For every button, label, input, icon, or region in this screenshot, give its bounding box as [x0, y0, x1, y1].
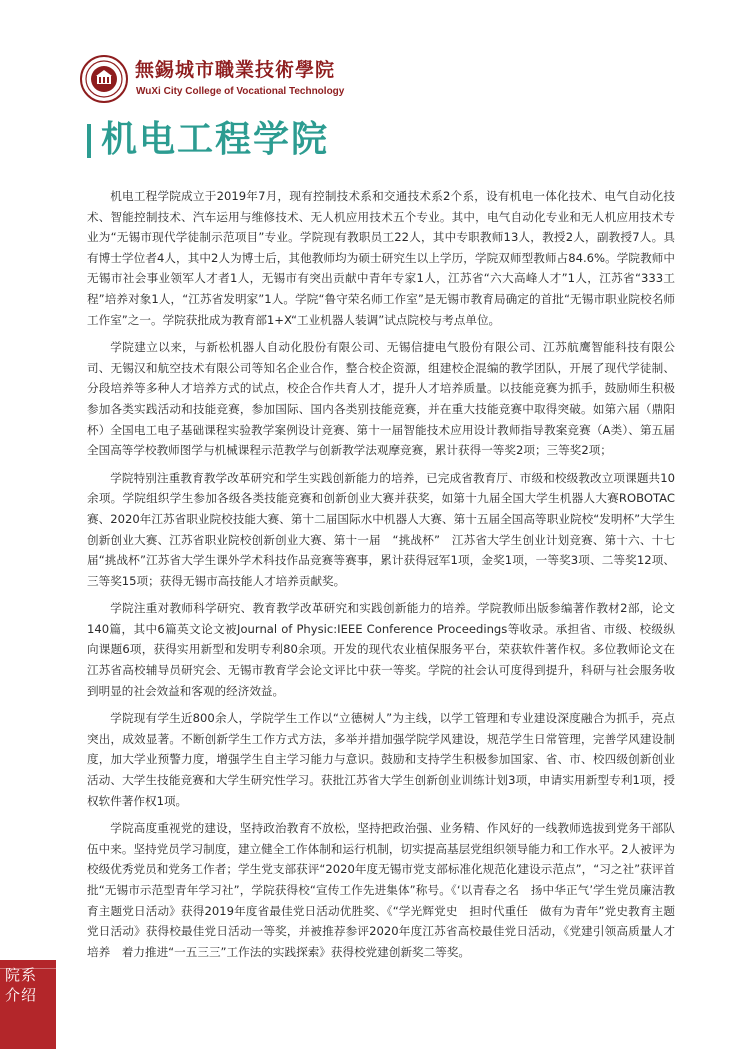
school-name-cn: 無錫城市職業技術學院 [135, 59, 336, 81]
section-tab [0, 960, 56, 1049]
title-accent-bar [87, 124, 91, 158]
page-title: 机电工程学院 [101, 119, 330, 160]
paragraph-student-work: 学院现有学生近800余人，学院学生工作以“立德树人”为主线，以学工管理和专业建设深度融合为抓手，亮点突出，成效显著。不断创新学生工作方式方法，多举并措加强学院学风建设，规范学生日常管理，完善学风建设制度，加大学业预警力度，增强学生自主学习能力与意识。鼓励和支持学生积极参加国家、省、市、校四级创新创业活动、大学生技能竞赛和大学生研究性学习。获批江苏省大学生创新创业训练计划3项，申请实用新型专利1项，授权软件著作权1项。 [87, 711, 675, 808]
paragraph-party-building: 学院高度重视党的建设，坚持政治教育不放松，坚持把政治强、业务精、作风好的一线教师选拔到党务干部队伍中来。坚持党员学习制度，建立健全工作体制和运行机制，切实提高基层党组织领导能力和工作水平。2人被评为校级优秀党员和党务工作者；学生党支部获评“2020年度无锡市党支部标准化规范化建设示范点”，“习之社”获评首批“无锡市示范型青年学习社”，学院获得校“宣传工作先进集体”称号。《‘以青春之名 扬中华正气’学生党员廉洁教育主题党日活动》获得2019年度省最佳党日活动优胜奖、《“学光辉党史 担时代重任 做有为青年”党史教育主题党日活动》获得校最佳党日活动一等奖，并被推荐参评2020年度江苏省高校最佳党日活动，《党建引领高质量人才培养 着力推进“一五三三”工作法的实践探索》获得校党建创新奖二等奖。 [87, 821, 675, 959]
paragraph-intro: 机电工程学院成立于2019年7月，现有控制技术系和交通技术系2个系，设有机电一体化技术、电气自动化技术、智能控制技术、汽车运用与维修技术、无人机应用技术五个专业。其中，电气自动化专业和无人机应用技术专业为“无锡市现代学徒制示范项目”专业。学院现有教职员工22人，其中专职教师13人，教授2人，副教授7人。具有博士学位者4人，其中2人为博士后，其他教师均为硕士研究生以上学历，学院双师型教师占84.6%。学院教师中无锡市社会事业领军人才者1人，无锡市有突出贡献中青年专家1人，江苏省“六大高峰人才”1人，江苏省“333工程”培养对象1人，“江苏省发明家”1人。学院“鲁守荣名师工作室”是无锡市教育局确定的首批“无锡市职业院校名师工作室”之一。学院获批成为教育部1+X“工业机器人装调”试点院校与考点单位。 [87, 189, 675, 327]
article-body [87, 186, 675, 969]
paragraph-research: 学院注重对教师科学研究、教育教学改革研究和实践创新能力的培养。学院教师出版参编著作教材2部，论文140篇，其中6篇英文论文被Journal of Physic:IEEE Conference Proceedings等收录。承担省、市级、校级纵向课题6项，获得实用新型和发明专利80余项。开发的现代农业植保服务平台，荣获软件著作权。多位教师论文在江苏省高校辅导员研究会、无锡市教育学会论文评比中获一等奖。学院的社会认可度得到提升，科研与社会服务收到明显的社会效益和客观的经济效益。 [87, 601, 675, 698]
school-name-en: WuXi City College of Vocational Technology [136, 86, 345, 97]
section-tab-line1: 院系 [5, 966, 38, 984]
college-seal-icon [80, 55, 128, 103]
paragraph-cooperation: 学院建立以来，与新松机器人自动化股份有限公司、无锡信捷电气股份有限公司、江苏航鹰智能科技有限公司、无锡汉和航空技术有限公司等知名企业合作，整合校企资源，组建校企混编的教学团队，开展了现代学徒制、分段培养等多种人才培养方式的试点，校企合作共育人才，提升人才培养质量。以技能竞赛为抓手，鼓励师生积极参加各类实践活动和技能竞赛，参加国际、国内各类别技能竞赛，并在重大技能竞赛中取得突破。如第六届（鼎阳杯）全国电工电子基础课程实验教学案例设计竞赛、第十一届智能技术应用设计教师指导教案竞赛（A类）、第五届全国高等学校教师图学与机械课程示范教学与创新教学法观摩竞赛，累计获得一等奖2项；三等奖2项； [87, 340, 675, 458]
section-tab-line2: 介绍 [5, 986, 38, 1004]
paragraph-teaching-reform: 学院特别注重教育教学改革研究和学生实践创新能力的培养，已完成省教育厅、市级和校级教改立项课题共10余项。学院组织学生参加各级各类技能竞赛和创新创业大赛并获奖，如第十九届全国大学生机器人大赛ROBOTAC赛、2020年江苏省职业院校技能大赛、第十二届国际水中机器人大赛、第十五届全国高等职业院校“发明杯”大学生创新创业大赛、江苏省职业院校创新创业大赛、第十一届 “挑战杯” 江苏省大学生创业计划竞赛、第十六、十七届“挑战杯”江苏省大学生课外学术科技作品竞赛等赛事，累计获得冠军1项，金奖1项，一等奖3项、二等奖12项、三等奖15项；获得无锡市高技能人才培养贡献奖。 [87, 470, 675, 588]
